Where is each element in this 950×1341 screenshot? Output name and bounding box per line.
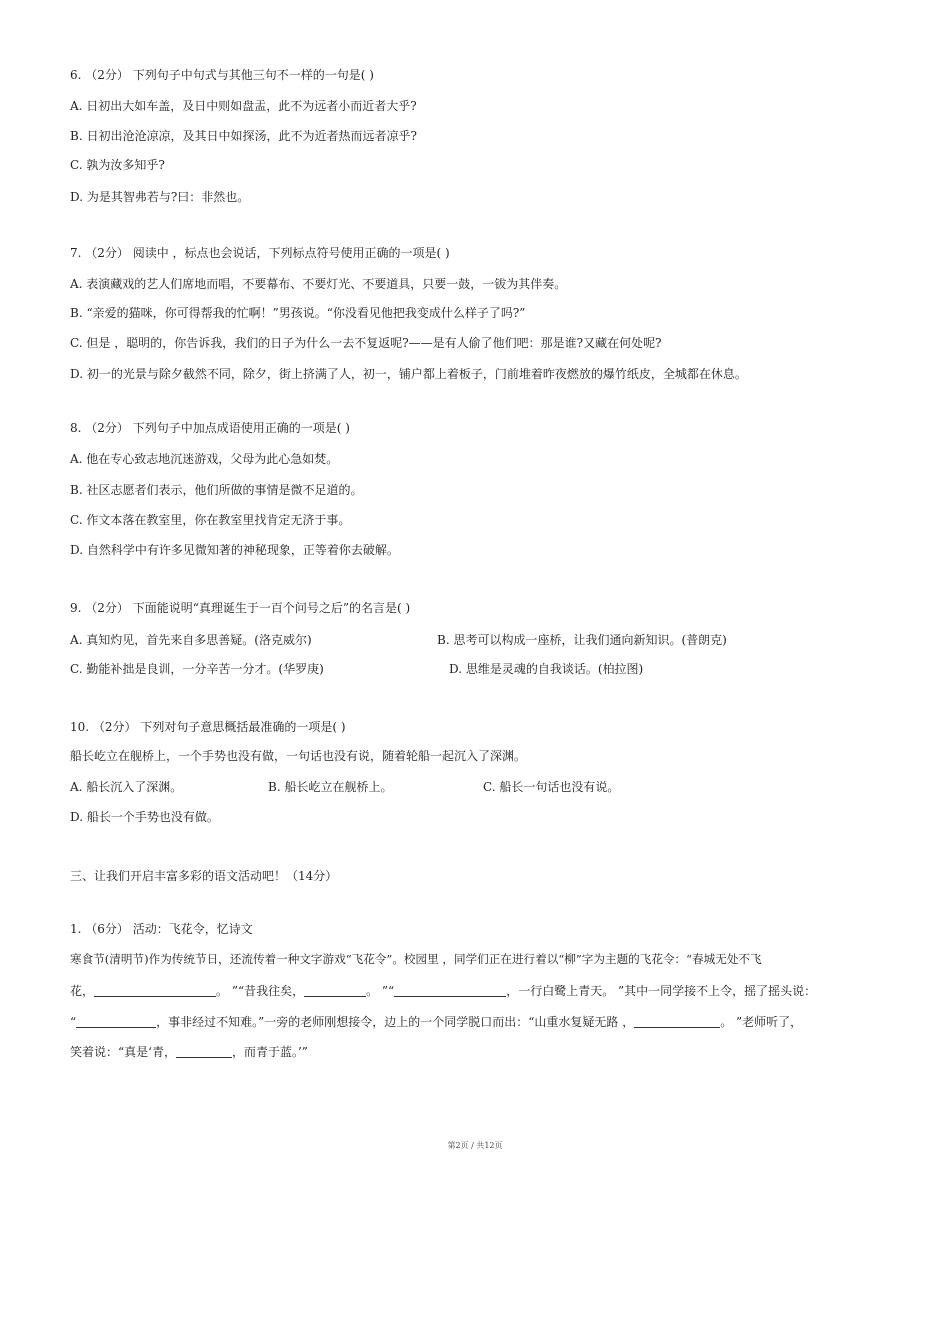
text-segment: 笑着说：“真是‘青，: [70, 1045, 176, 1059]
answer-blank-5[interactable]: [634, 1015, 720, 1028]
q7-option-b: B. “亲爱的猫咪，你可得帮我的忙啊！”男孩说。“你没看见他把我变成什么样子了吗?”: [70, 306, 526, 320]
q7-option-a: A. 表演藏戏的艺人们席地而唱，不要幕布、不要灯光、不要道具，只要一鼓，一钹为其伴奏。: [70, 277, 567, 291]
q9-option-b: B. 思考可以构成一座桥，让我们通向新知识。(普朗克): [437, 633, 727, 647]
answer-blank-4[interactable]: [76, 1015, 156, 1028]
q6-option-b: B. 日初出沧沧凉凉，及其日中如探汤，此不为近者热而远者凉乎?: [70, 129, 417, 143]
activity-stem: 1. （6分） 活动：飞花令，忆诗文: [70, 922, 253, 936]
q6-option-d: D. 为是其智弗若与?曰：非然也。: [70, 190, 250, 204]
text-segment: ，而青于蓝。’”: [231, 1045, 308, 1059]
activity-paragraph-line-2: [70, 984, 816, 998]
q10-option-a: A. 船长沉入了深渊。: [70, 780, 183, 794]
text-segment: “: [70, 1015, 77, 1029]
q9-stem: 9. （2分） 下面能说明“真理诞生于一百个问号之后”的名言是( ): [70, 601, 411, 615]
q10-option-d: D. 船长一个手势也没有做。: [70, 810, 219, 824]
text-segment: ，事非经过不知难。”一旁的老师刚想接令，边上的一个同学脱口而出：“山重水复疑无路 ，: [156, 1015, 635, 1029]
activity-paragraph-line-4: [70, 1045, 308, 1059]
text-segment: 花，: [70, 984, 95, 998]
q9-option-a: A. 真知灼见，首先来自多思善疑。(洛克威尔): [70, 633, 312, 647]
q6-stem: 6. （2分） 下列句子中句式与其他三句不一样的一句是( ): [70, 68, 374, 82]
q10-stem: 10. （2分） 下列对句子意思概括最准确的一项是( ): [70, 720, 346, 734]
q10-option-b: B. 船长屹立在舰桥上。: [268, 780, 393, 794]
q8-option-a: A. 他在专心致志地沉迷游戏，父母为此心急如焚。: [70, 452, 339, 466]
q8-option-d: D. 自然科学中有许多见微知著的神秘现象，正等着你去破解。: [70, 543, 399, 557]
page-number: 第2页 / 共12页: [447, 1141, 503, 1150]
q7-option-c: C. 但是 ，聪明的，你告诉我，我们的日子为什么一去不复返呢?——是有人偷了他们吧：那是谁?又藏在何处呢?: [70, 336, 662, 350]
text-segment: 。 ”“昔我往矣，: [216, 984, 305, 998]
text-segment: ，一行白鹭上青天。 ”其中一同学接不上令，摇了摇头说：: [506, 984, 817, 998]
section-heading: 三、让我们开启丰富多彩的语文活动吧！（14分）: [70, 869, 338, 883]
answer-blank-1[interactable]: [94, 984, 216, 997]
q8-stem: 8. （2分） 下列句子中加点成语使用正确的一项是( ): [70, 421, 350, 435]
activity-paragraph-line-1: 寒食节(清明节)作为传统节日，还流传着一种文字游戏“飞花令”。校园里 ，同学们正在进行着以“柳”字为主题的飞花令：“春城无处不飞: [70, 952, 762, 966]
answer-blank-6[interactable]: [176, 1045, 232, 1058]
q10-sentence: 船长屹立在舰桥上，一个手势也没有做，一句话也没有说，随着轮船一起沉入了深渊。: [70, 749, 527, 763]
q7-option-d: D. 初一的光景与除夕截然不同，除夕，街上挤满了人，初一，铺户都上着板子，门前堆着昨夜燃放的爆竹纸皮，全城都在休息。: [70, 367, 747, 381]
answer-blank-3[interactable]: [394, 984, 506, 997]
q7-stem: 7. （2分） 阅读中 ，标点也会说话，下列标点符号使用正确的一项是( ): [70, 246, 450, 260]
q6-option-a: A. 日初出大如车盖，及日中则如盘盂，此不为远者小而近者大乎?: [70, 99, 417, 113]
q9-option-c: C. 勤能补拙是良训，一分辛苦一分才。(华罗庚): [70, 662, 324, 676]
answer-blank-2[interactable]: [304, 984, 366, 997]
activity-paragraph-line-3: [70, 1015, 802, 1029]
q8-option-c: C. 作文本落在教室里，你在教室里找肯定无济于事。: [70, 513, 351, 527]
text-segment: 。 ”“: [366, 984, 395, 998]
q6-option-c: C. 孰为汝多知乎?: [70, 158, 165, 172]
q9-option-d: D. 思维是灵魂的自我谈话。(柏拉图): [449, 662, 644, 676]
q10-option-c: C. 船长一句话也没有说。: [483, 780, 620, 794]
q8-option-b: B. 社区志愿者们表示，他们所做的事情是微不足道的。: [70, 483, 363, 497]
text-segment: 。 ”老师听了，: [720, 1015, 803, 1029]
